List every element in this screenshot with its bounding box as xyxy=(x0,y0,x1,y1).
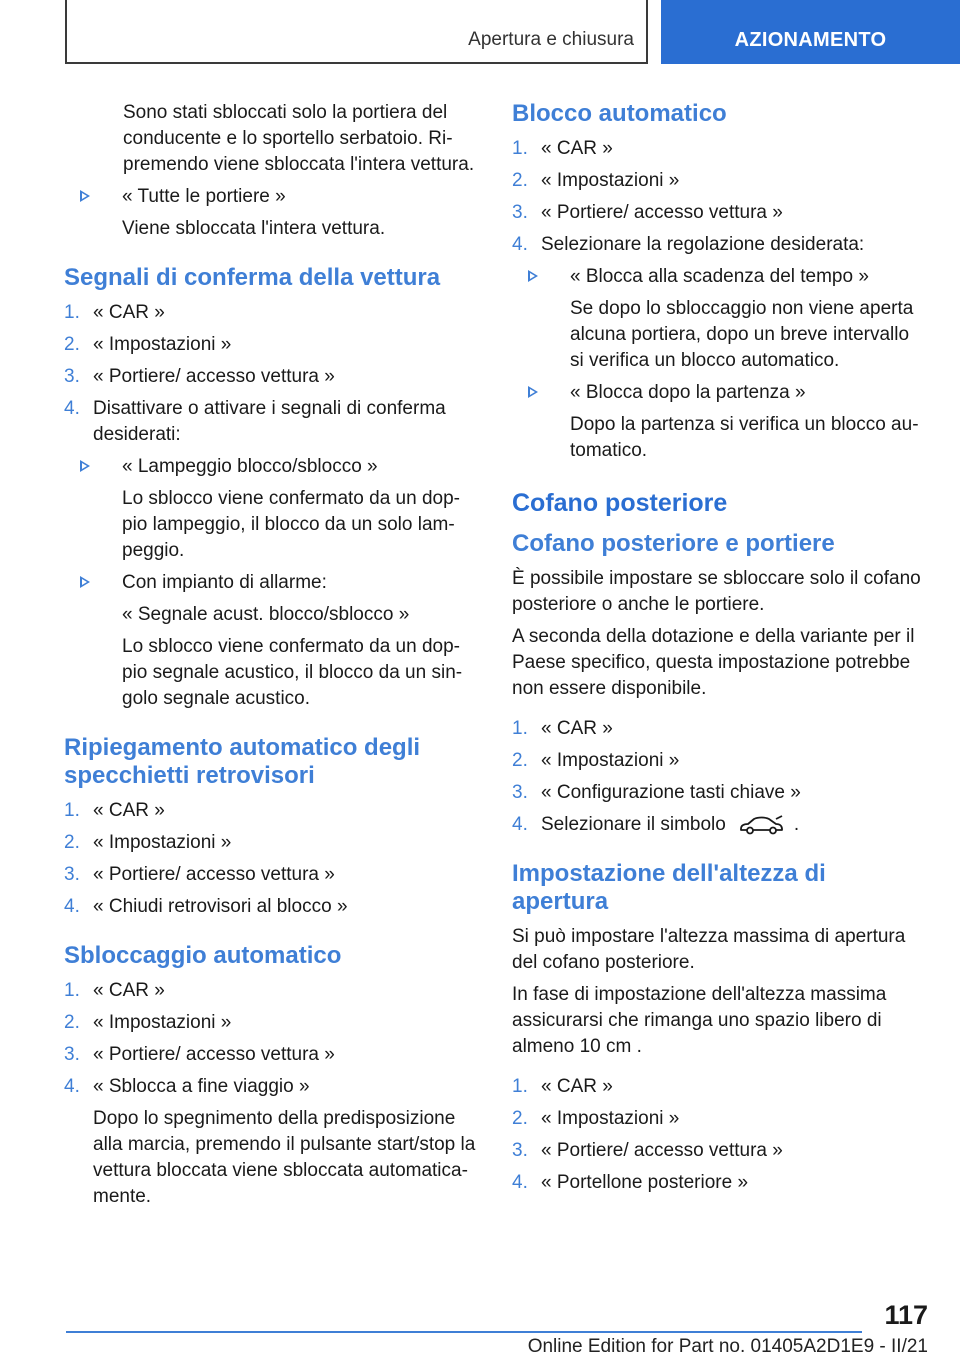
step-number: 2. xyxy=(512,1108,528,1129)
section-heading-tailgate-doors: Cofano posteriore e portiere xyxy=(512,530,835,557)
bullet-item xyxy=(64,454,478,480)
step-item xyxy=(512,1074,928,1100)
bullet-item xyxy=(512,380,928,406)
paragraph: In fase di impostazione dell'altezza massima assicurarsi che rimanga uno spazio libero di almeno 10 cm . xyxy=(512,984,887,1057)
left-column xyxy=(64,100,478,1216)
step-text: « Portiere/ accesso vettura » xyxy=(541,1140,783,1161)
chapter-title: AZIONAMENTO xyxy=(734,29,887,51)
section-heading-mirror-folding: Ripiegamento automatico degli specchietti retrovisori xyxy=(64,734,421,789)
bullet-text: Dopo la partenza si verifica un blocco automatico. xyxy=(570,414,919,461)
step-item xyxy=(64,396,478,448)
step-number: 3. xyxy=(64,366,80,387)
bullet-item xyxy=(512,264,928,290)
section-heading-auto-lock: Blocco automatico xyxy=(512,100,727,127)
step-number: 4. xyxy=(512,814,528,835)
header-chapter-tab xyxy=(661,0,960,64)
step-text-end: . xyxy=(793,814,800,835)
bullet-label: « Tutte le portiere » xyxy=(122,186,286,207)
step-item xyxy=(512,748,928,774)
step-text: « CAR » xyxy=(93,980,165,1001)
step-text: « CAR » xyxy=(93,800,165,821)
triangle-bullet-icon xyxy=(528,270,538,282)
step-item xyxy=(64,798,478,824)
footer-edition: Online Edition for Part no. 01405A2D1E9 - II/21 xyxy=(527,1336,928,1357)
step-note: Dopo lo spegnimento della predisposizione alla marcia, premendo il pulsante start/stop la vettura bloccata viene sbloccata automaticamente. xyxy=(93,1108,476,1207)
step-text: « Impostazioni » xyxy=(93,1012,232,1033)
step-text: « Portiere/ accesso vettura » xyxy=(93,1044,335,1065)
bullet-text: Viene sbloccata l'intera vettura. xyxy=(122,218,386,239)
step-number: 3. xyxy=(64,864,80,885)
bullet-label: Con impianto di allarme: xyxy=(122,572,327,593)
step-number: 1. xyxy=(64,800,80,821)
step-text: Selezionare la regolazione desiderata: xyxy=(541,234,865,255)
step-number: 4. xyxy=(64,1076,80,1097)
step-text: « CAR » xyxy=(541,1076,613,1097)
step-text: « Portellone posteriore » xyxy=(541,1172,749,1193)
step-item xyxy=(512,1170,928,1196)
step-item xyxy=(64,364,478,390)
section-heading-confirm-signals: Segnali di conferma della vettura xyxy=(64,264,441,291)
car-tailgate-icon xyxy=(738,814,784,836)
step-text: « Impostazioni » xyxy=(93,832,232,853)
intro-paragraph: Sono stati sbloccati solo la portiera del conducente e lo sportello serbatoio. Ripremendo viene sbloccata l'intera vettura. xyxy=(123,102,475,175)
step-number: 1. xyxy=(64,302,80,323)
step-item xyxy=(512,232,928,258)
bullet-text: Lo sblocco viene confermato da un doppio segnale acustico, il blocco da un singolo segnale acustico. xyxy=(122,636,463,709)
step-item xyxy=(512,200,928,226)
step-number: 3. xyxy=(512,1140,528,1161)
step-item xyxy=(512,812,928,838)
bullet-item xyxy=(64,184,478,210)
step-number: 2. xyxy=(512,750,528,771)
step-number: 2. xyxy=(64,832,80,853)
step-text: « Chiudi retrovisori al blocco » xyxy=(93,896,348,917)
page-number: 117 xyxy=(884,1300,928,1330)
step-number: 1. xyxy=(512,1076,528,1097)
step-text: « Portiere/ accesso vettura » xyxy=(93,366,335,387)
chapter-heading-tailgate: Cofano posteriore xyxy=(512,489,728,517)
bullet-label: « Blocca dopo la partenza » xyxy=(570,382,806,403)
paragraph: Si può impostare l'altezza massima di apertura del cofano posteriore. xyxy=(512,926,906,973)
step-text: « Impostazioni » xyxy=(93,334,232,355)
step-item xyxy=(512,1106,928,1132)
bullet-label: « Lampeggio blocco/sblocco » xyxy=(122,456,378,477)
step-number: 1. xyxy=(512,718,528,739)
step-number: 1. xyxy=(64,980,80,1001)
step-number: 4. xyxy=(64,398,80,419)
footer-divider xyxy=(66,1331,862,1333)
step-number: 3. xyxy=(512,782,528,803)
triangle-bullet-icon xyxy=(80,576,90,588)
step-number: 2. xyxy=(512,170,528,191)
section-heading-opening-height: Impostazione dell'altezza di apertura xyxy=(512,860,826,915)
bullet-text: Lo sblocco viene confermato da un doppio lampeggio, il blocco da un solo lampeggio. xyxy=(122,488,460,561)
triangle-bullet-icon xyxy=(80,460,90,472)
bullet-item xyxy=(64,570,478,596)
step-item xyxy=(64,830,478,856)
step-item xyxy=(64,300,478,326)
step-text: « Impostazioni » xyxy=(541,1108,680,1129)
step-text: Selezionare il simbolo xyxy=(541,814,726,835)
bullet-label: « Blocca alla scadenza del tempo » xyxy=(570,266,869,287)
step-text: « Configurazione tasti chiave » xyxy=(541,782,801,803)
step-item xyxy=(64,1010,478,1036)
step-number: 4. xyxy=(512,1172,528,1193)
paragraph: È possibile impostare se sbloccare solo il cofano posteriore o anche le portiere. xyxy=(512,568,921,615)
step-number: 2. xyxy=(64,334,80,355)
triangle-bullet-icon xyxy=(528,386,538,398)
right-column xyxy=(512,100,928,1202)
section-title: Apertura e chiusura xyxy=(468,29,634,50)
step-text: « Portiere/ accesso vettura » xyxy=(541,202,783,223)
triangle-bullet-icon xyxy=(80,190,90,202)
step-number: 1. xyxy=(512,138,528,159)
bullet-text: Se dopo lo sbloccaggio non viene aperta alcuna portiera, dopo un breve intervallo si verifica un blocco automatico. xyxy=(570,298,914,371)
step-item xyxy=(512,716,928,742)
header-section-box xyxy=(65,0,648,64)
step-number: 2. xyxy=(64,1012,80,1033)
step-item xyxy=(512,1138,928,1164)
step-number: 3. xyxy=(64,1044,80,1065)
step-number: 4. xyxy=(64,896,80,917)
step-text: « Impostazioni » xyxy=(541,170,680,191)
step-number: 3. xyxy=(512,202,528,223)
step-item xyxy=(64,894,478,920)
step-item xyxy=(64,862,478,888)
step-text: Disattivare o attivare i segnali di conferma desiderati: xyxy=(93,398,446,445)
step-text: « Impostazioni » xyxy=(541,750,680,771)
step-item xyxy=(512,136,928,162)
step-text: « CAR » xyxy=(541,718,613,739)
step-text: « Portiere/ accesso vettura » xyxy=(93,864,335,885)
step-item xyxy=(512,168,928,194)
step-number: 4. xyxy=(512,234,528,255)
step-text: « Sblocca a fine viaggio » xyxy=(93,1076,310,1097)
step-item xyxy=(64,1074,478,1100)
step-item xyxy=(64,332,478,358)
bullet-text: « Segnale acust. blocco/sblocco » xyxy=(122,604,410,625)
step-item xyxy=(64,1042,478,1068)
paragraph: A seconda della dotazione e della variante per il Paese specifico, questa impostazione potrebbe non essere disponibile. xyxy=(512,626,915,699)
step-text: « CAR » xyxy=(541,138,613,159)
section-heading-auto-unlock: Sbloccaggio automatico xyxy=(64,942,342,969)
step-text: « CAR » xyxy=(93,302,165,323)
step-item xyxy=(64,978,478,1004)
step-item xyxy=(512,780,928,806)
